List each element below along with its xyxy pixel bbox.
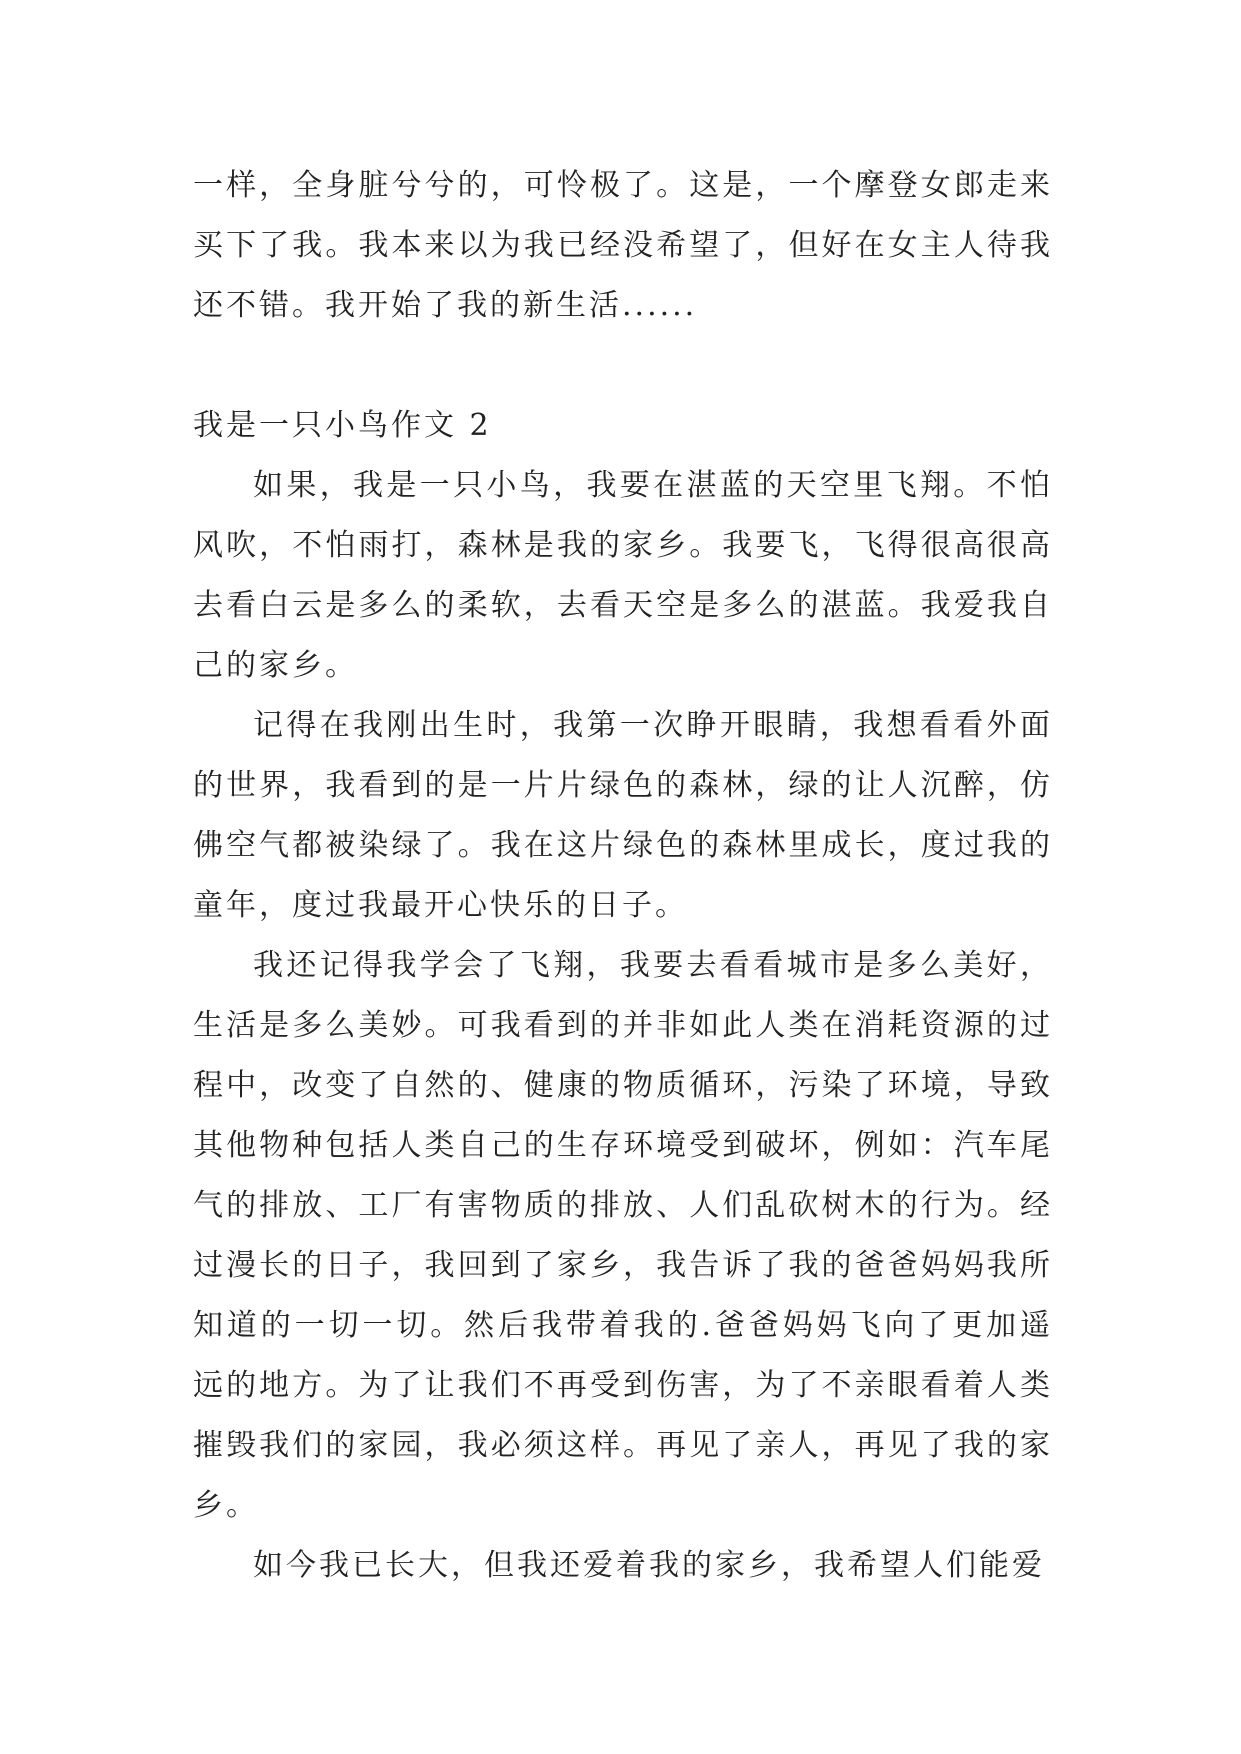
document-body — [193, 156, 1053, 1596]
paragraph-3: 我还记得我学会了飞翔，我要去看看城市是多么美好，生活是多么美妙。可我看到的并非如此人类在消耗资源的过程中，改变了自然的、健康的物质循环，污染了环境，导致其他物种包括人类自己的生存环境受到破坏，例如：汽车尾气的排放、工厂有害物质的排放、人们乱砍树木的行为。经过漫长的日子，我回到了家乡，我告诉了我的爸爸妈妈我所知道的一切一切。然后我带着我的.爸爸妈妈飞向了更加遥远的地方。为了让我们不再受到伤害，为了不亲眼看着人类摧毁我们的家园，我必须这样。再见了亲人，再见了我的家乡。 — [193, 948, 1053, 1523]
paragraph-4: 如今我已长大，但我还爱着我的家乡，我希望人们能爱 — [253, 1548, 1045, 1583]
paragraph-2: 记得在我刚出生时，我第一次睁开眼睛，我想看看外面的世界，我看到的是一片片绿色的森林，绿的让人沉醉，仿佛空气都被染绿了。我在这片绿色的森林里成长，度过我的童年，度过我最开心快乐的日子。 — [193, 708, 1053, 923]
paragraph-1: 如果，我是一只小鸟，我要在湛蓝的天空里飞翔。不怕风吹，不怕雨打，森林是我的家乡。我要飞，飞得很高很高去看白云是多么的柔软，去看天空是多么的湛蓝。我爱我自己的家乡。 — [193, 468, 1053, 683]
intro-paragraph: 一样，全身脏兮兮的，可怜极了。这是，一个摩登女郎走来买下了我。我本来以为我已经没希望了，但好在女主人待我还不错。我开始了我的新生活...... — [193, 168, 1053, 323]
essay-title: 我是一只小鸟作文 2 — [193, 408, 492, 443]
